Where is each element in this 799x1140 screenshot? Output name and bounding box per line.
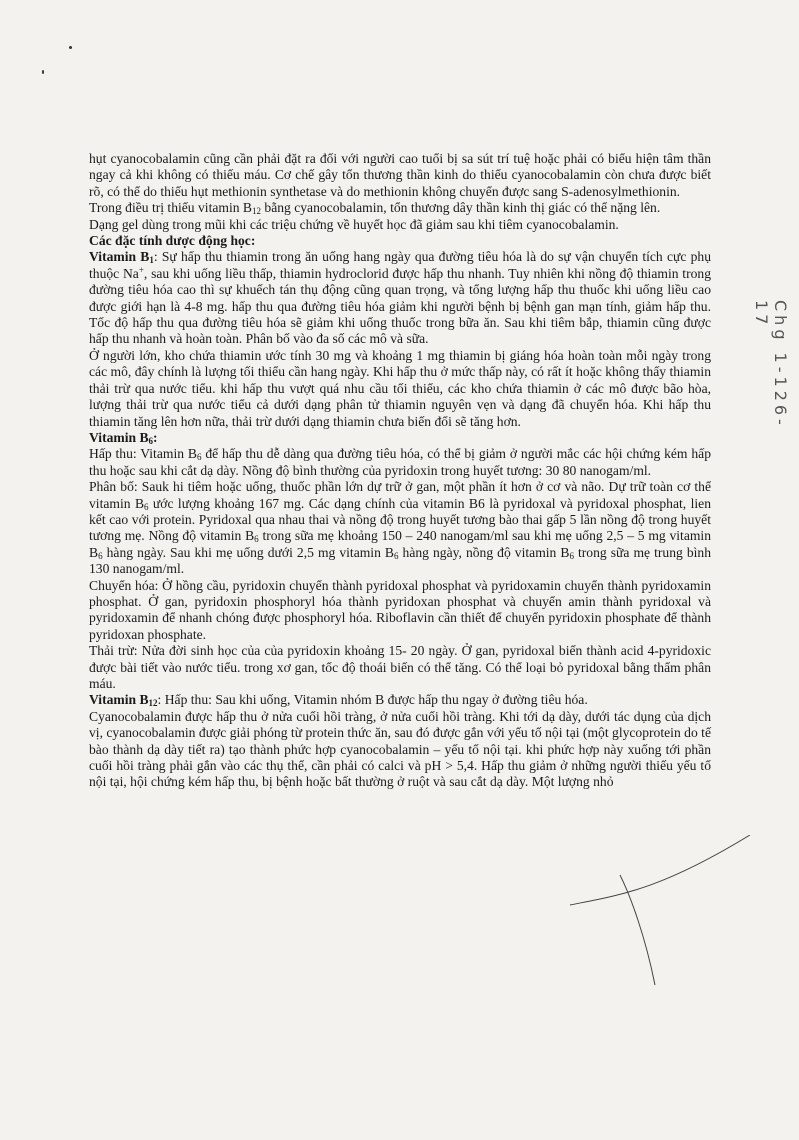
paragraph: Ở người lớn, kho chứa thiamin ước tính 30 mg và khoảng 1 mg thiamin bị giáng hóa hoàn toàn mỗi ngày trong các mô, đây chính là lượng tối thiểu cần hang ngày. Khi hấp thu ở mức thấp này, có rất ít hoặc không thấy thiamin thải trừ qua nước tiểu. khi hấp thu vượt quá nhu cầu tối thiểu, các kho chứa thiamin ở các mô được bão hòa, lượng thải trừ qua nước tiểu cả dưới dạng phân tử thiamin nguyên vẹn và dạng đã chuyển hóa. Khi hấp thu thiamin tăng lên hơn nữa, thải trừ dưới dạng thiamin chưa biến đổi sẽ tăng hơn. [89, 347, 711, 429]
paragraph: Vitamin $B_1$: Sự hấp thu thiamin trong ăn uống hang ngày qua đường tiêu hóa là do sự vận chuyển tích cực phụ thuộc Na+, sau khi uống liều thấp, thiamin hydroclorid được hấp thu nhanh. Tuy nhiên khi nồng độ thiamin trong đường tiêu hóa cao thì sự khuếch tán thụ động cũng quan trọng, và tổng lượng hấp thu thuốc khi uống liều cao được giới hạn là 4-8 mg. hấp thu qua đường tiêu hóa giảm khi người bệnh bị bệnh gan mạn tính, giảm hấp thu. Tốc độ hấp thu qua đường tiêu hóa sẽ giảm khi uống thuốc trong bữa ăn. Sau khi tiêm bắp, thiamin cũng được hấp thu nhanh và hoàn toàn. Phân bố vào đa số các mô và sữa. [89, 249, 711, 347]
paragraph: Vitamin $B_{12}$: Hấp thu: Sau khi uống, Vitamin nhóm B được hấp thu ngay ở đường tiêu hóa. [89, 692, 588, 709]
paragraph: hụt cyanocobalamin cũng cần phải đặt ra đối với người cao tuổi bị sa sút trí tuệ hoặc phải có biểu hiện tâm thần ngay cả khi không có thiếu máu. Cơ chế gây tổn thương thần kinh do thiếu cyanocobalamin còn chưa được biết rõ, có thể do thiếu hụt methionin synthetase và do methionin không chuyển được sang S-adenosylmethionin. [89, 151, 711, 199]
section-heading: Vitamin $B_6$: [89, 429, 158, 446]
paragraph: Thải trừ: Nửa đời sinh học của của pyridoxin khoảng 15- 20 ngày. Ở gan, pyridoxal biến thành acid 4-pyridoxic được bài tiết vào nước tiểu. trong xơ gan, tốc độ thoái biến có thể tăng. Có thể loại bỏ pyridoxal bằng thẩm phân máu. [89, 643, 711, 691]
paragraph: Phân bố: Sauk hi tiêm hoặc uống, thuốc phần lớn dự trữ ở gan, một phần ít hơn ở cơ và não. Dự trữ toàn cơ thể vitamin $B_6$ ước lượng khoảng 167 mg. Các dạng chính của vitamin B6 là pyridoxal và pyridoxal phosphat, lien kết cao với protein. Pyridoxal qua nhau thai và nồng độ trong huyết tương bào thai gấp 5 lần nồng độ trong huyết tương mẹ. Nồng độ vitamin $B_6$ trong sữa mẹ khoảng 150 – 240 nanogam/ml sau khi mẹ uống 2,5 – 5 mg vitamin $B_6$ hàng ngày. Sau khi mẹ uống dưới 2,5 mg vitamin $B_6$ hàng ngày, nồng độ vitamin $B_6$ trong sữa mẹ trung bình 130 nanogam/ml. [89, 479, 712, 577]
pen-stroke-mark [560, 835, 760, 1005]
paragraph: Dạng gel dùng trong mũi khi các triệu chứng về huyết học đã giảm sau khi tiêm cyanocobalamin. [89, 216, 619, 232]
section-heading: Các đặc tính dược động học: [89, 233, 256, 249]
document-body [89, 151, 711, 791]
margin-handwritten-note: Chg 1-126-17 [752, 300, 790, 429]
scan-speck [69, 46, 72, 49]
paragraph: Trong điều trị thiếu vitamin $B_{12}$ bằng cyanocobalamin, tổn thương dây thần kinh thị giác có thể nặng lên. [89, 200, 661, 217]
paragraph: Chuyển hóa: Ở hồng cầu, pyridoxin chuyển thành pyridoxal phosphat và pyridoxamin chuyển thành pyridoxamin phosphat. Ở gan, pyridoxin phosphoryl hóa thành pyridoxan phosphat và chuyển amin thành pyridoxal và pyridoxamin để nhanh chóng được phosphoryl hóa. Riboflavin cần thiết để chuyển pyridoxin phosphate để thành pyridoxan phosphate. [89, 577, 711, 642]
paragraph: Cyanocobalamin được hấp thu ở nửa cuối hồi tràng, ở nửa cuối hồi tràng. Khi tới dạ dày, dưới tác dụng của dịch vị, cyanocobalamin được giải phóng từ protein thức ăn, sau đó được gắn với yếu tố nội tại (một glycoprotein do tế bào thành dạ dày tiết ra) tạo thành phức hợp cyanocobalamin – yếu tố nội tại. khi phức hợp này xuống tới phần cuối hồi tràng phải gắn vào các thụ thể, cần phải có calci và pH > 5,4. Hấp thu giảm ở những người thiếu yếu tố nội tại, hội chứng kém hấp thu, bị bệnh hoặc bất thường ở ruột và sau cắt dạ dày. Một lượng nhỏ [89, 708, 711, 790]
scan-speck [42, 70, 44, 74]
paragraph: Hấp thu: Vitamin $B_6$ để hấp thu dễ dàng qua đường tiêu hóa, có thể bị giảm ở người mắc các hội chứng kém hấp thu hoặc sau khi cắt dạ dày. Nồng độ bình thường của pyridoxin trong huyết tương: 30 80 nanogam/ml. [89, 446, 712, 478]
